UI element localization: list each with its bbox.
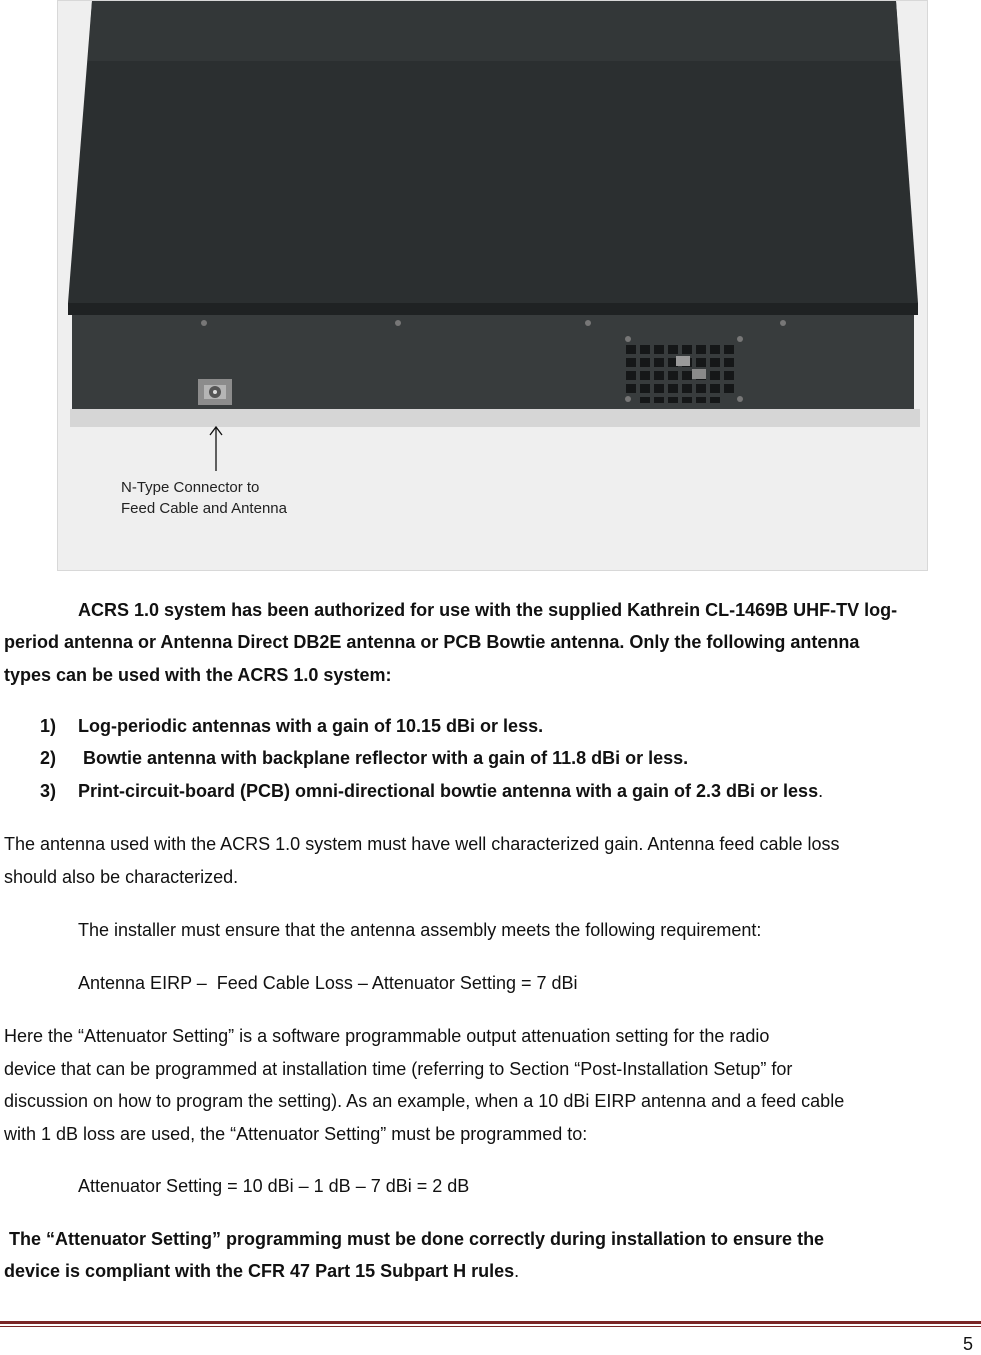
- list-number: 3): [40, 781, 57, 801]
- closing-suffix: .: [514, 1261, 520, 1281]
- closing-line-1: The “Attenuator Setting” programming must be done correctly during installation to ensure the: [4, 1229, 825, 1249]
- intro-line-3: types can be used with the ACRS 1.0 system:: [4, 665, 392, 685]
- page-number: 5: [962, 1334, 973, 1354]
- footer-rule: [0, 1321, 981, 1324]
- para1-line-1: The antenna used with the ACRS 1.0 system must have well characterized gain. Antenna feed cable loss: [4, 834, 840, 854]
- list-suffix: .: [818, 781, 824, 801]
- installer-requirement: The installer must ensure that the antenna assembly meets the following requirement:: [78, 920, 762, 940]
- list-number: 2): [40, 748, 57, 768]
- list-text: Bowtie antenna with backplane reflector with a gain of 11.8 dBi or less.: [78, 748, 689, 768]
- footer-rule-thin: [0, 1326, 981, 1327]
- formula-attenuator: Attenuator Setting = 10 dBi – 1 dB – 7 dBi = 2 dB: [78, 1176, 470, 1196]
- caption-line: N-Type Connector to: [121, 479, 260, 496]
- list-text-wrap: [78, 775, 823, 807]
- list-number: 1): [40, 716, 57, 736]
- para2-line-1: Here the “Attenuator Setting” is a software programmable output attenuation setting for the radio: [4, 1026, 770, 1046]
- para2-line-4: with 1 dB loss are used, the “Attenuator Setting” must be programmed to:: [4, 1124, 588, 1144]
- intro-line-1: ACRS 1.0 system has been authorized for use with the supplied Kathrein CL-1469B UHF-TV log-: [78, 600, 898, 620]
- para1-line-2: should also be characterized.: [4, 867, 239, 887]
- para2-line-2: device that can be programmed at installation time (referring to Section “Post-Installation Setup” for: [4, 1059, 793, 1079]
- list-text: Log-periodic antennas with a gain of 10.15 dBi or less.: [78, 716, 544, 736]
- intro-line-2: period antenna or Antenna Direct DB2E antenna or PCB Bowtie antenna. Only the following antenna: [4, 632, 860, 652]
- closing-line-2: device is compliant with the CFR 47 Part 15 Subpart H rules: [4, 1261, 515, 1281]
- figure-caption: [121, 477, 287, 519]
- caption-line: Feed Cable and Antenna: [121, 500, 287, 517]
- n-type-connector: [198, 379, 232, 405]
- para2-line-3: discussion on how to program the setting). As an example, when a 10 dBi EIRP antenna and a feed cable: [4, 1091, 845, 1111]
- list-text: Print-circuit-board (PCB) omni-directional bowtie antenna with a gain of 2.3 dBi or less: [78, 781, 819, 801]
- closing-line-2-wrap: [4, 1255, 519, 1287]
- formula-eirp: Antenna EIRP – Feed Cable Loss – Attenuator Setting = 7 dBi: [78, 973, 578, 993]
